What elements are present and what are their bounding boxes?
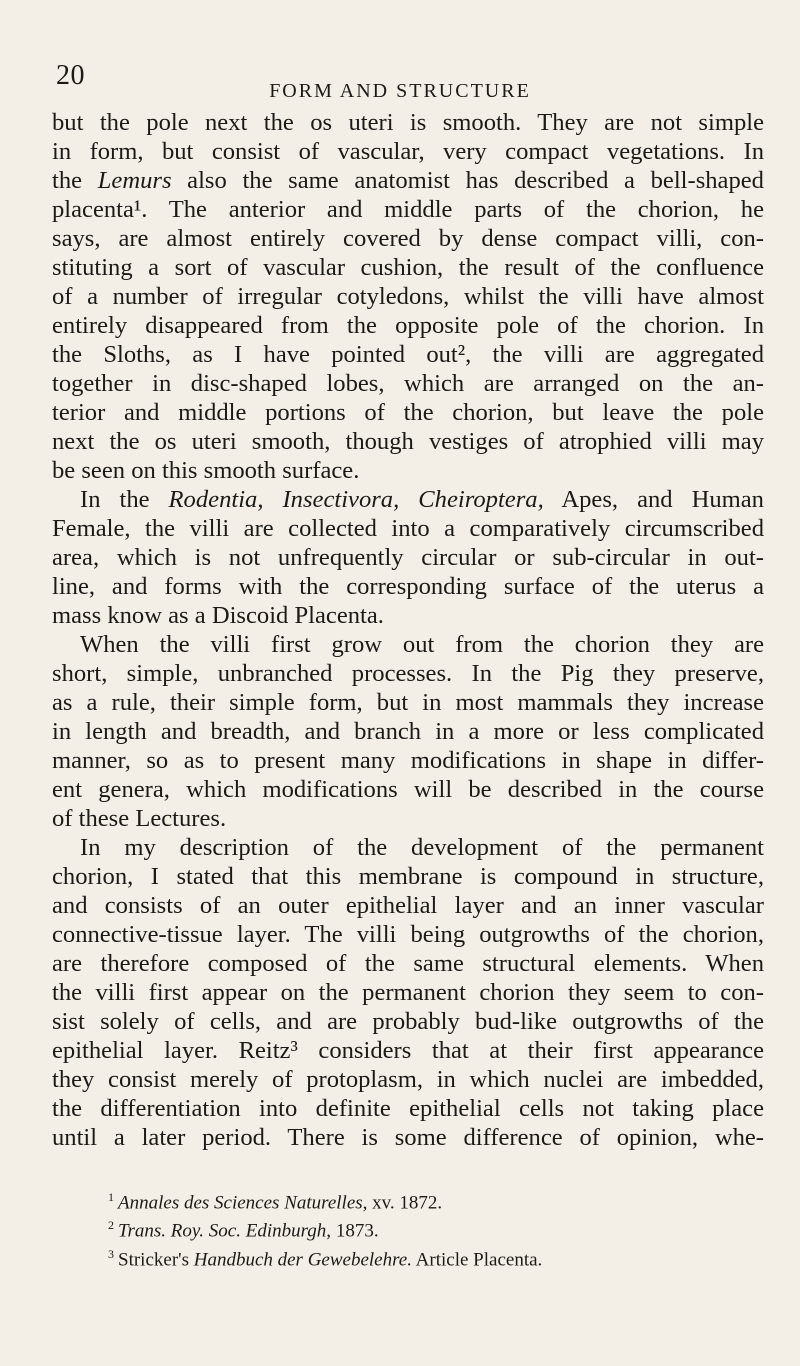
text-line: area, which is not unfrequently circular or sub-circular in out- — [52, 544, 764, 571]
page-number: 20 — [56, 60, 85, 91]
text-line: ent genera, which modifications will be described in the course — [52, 776, 764, 803]
footnote — [56, 1186, 756, 1214]
text-line: as a rule, their simple form, but in most mammals they increase — [52, 689, 764, 716]
text-line: they consist merely of protoplasm, in which nuclei are imbedded, — [52, 1066, 764, 1093]
paragraph-start-line: In my description of the development of the permanent — [80, 834, 764, 861]
text-line: until a later period. There is some difference of opinion, whe- — [52, 1124, 764, 1151]
text-line: and consists of an outer epithelial layer and an inner vascular — [52, 892, 764, 919]
text-line: the Sloths, as I have pointed out², the villi are aggregated — [52, 341, 764, 368]
text-line: next the os uteri smooth, though vestiges of atrophied villi may — [52, 428, 764, 455]
text-line: Female, the villi are collected into a comparatively circumscribed — [52, 515, 764, 542]
text-line: chorion, I stated that this membrane is compound in structure, — [52, 863, 764, 890]
text-line: sist solely of cells, and are probably bud-like outgrowths of the — [52, 1008, 764, 1035]
text-line: of a number of irregular cotyledons, whilst the villi have almost — [52, 283, 764, 310]
running-head: FORM AND STRUCTURE — [269, 80, 531, 102]
footnote — [56, 1243, 756, 1271]
text-line: epithelial layer. Reitz³ considers that at their first appearance — [52, 1037, 764, 1064]
footnote-mark: 3 — [108, 1246, 114, 1261]
footnotes — [56, 1186, 756, 1271]
text-line: together in disc-shaped lobes, which are arranged on the an- — [52, 370, 764, 397]
text-line: the villi first appear on the permanent chorion they seem to con- — [52, 979, 764, 1006]
text-line: are therefore composed of the same structural elements. When — [52, 950, 764, 977]
text-line: short, simple, unbranched processes. In the Pig they preserve, — [52, 660, 764, 687]
text-line: placenta¹. The anterior and middle parts of the chorion, he — [52, 196, 764, 223]
text-line: terior and middle portions of the chorion, but leave the pole — [52, 399, 764, 426]
footnote-mark: 2 — [108, 1218, 114, 1233]
text-line: stituting a sort of vascular cushion, the result of the confluence — [52, 254, 764, 281]
text-line: the differentiation into definite epithelial cells not taking place — [52, 1095, 764, 1122]
text-line: be seen on this smooth surface. — [52, 457, 360, 484]
text-line: mass know as a Discoid Placenta. — [52, 602, 384, 629]
text-line: entirely disappeared from the opposite pole of the chorion. In — [52, 312, 764, 339]
text-line: in form, but consist of vascular, very compact vegetations. In — [52, 138, 764, 165]
footnote-text: Annales des Sciences Naturelles, xv. 1872. — [118, 1192, 443, 1214]
text-line: but the pole next the os uteri is smooth. They are not simple — [52, 109, 764, 136]
text-line: in length and breadth, and branch in a more or less complicated — [52, 718, 764, 745]
paragraph-start-line: In the Rodentia, Insectivora, Cheiroptera, Apes, and Human — [80, 486, 764, 513]
footnote-text: Trans. Roy. Soc. Edinburgh, 1873. — [118, 1220, 379, 1242]
text-line: says, are almost entirely covered by dense compact villi, con- — [52, 225, 764, 252]
text-line: manner, so as to present many modifications in shape in differ- — [52, 747, 764, 774]
paragraph-start-line: When the villi first grow out from the chorion they are — [80, 631, 764, 658]
footnote-text: Stricker's Handbuch der Gewebelehre. Article Placenta. — [118, 1248, 543, 1270]
text-line: connective-tissue layer. The villi being outgrowths of the chorion, — [52, 921, 764, 948]
footnote-mark: 1 — [108, 1190, 114, 1204]
text-line: of these Lectures. — [52, 805, 227, 832]
body-text — [52, 108, 764, 1152]
footnote — [56, 1214, 756, 1242]
text-line: the Lemurs also the same anatomist has described a bell-shaped — [52, 167, 764, 194]
text-line: line, and forms with the corresponding surface of the uterus a — [52, 573, 764, 600]
